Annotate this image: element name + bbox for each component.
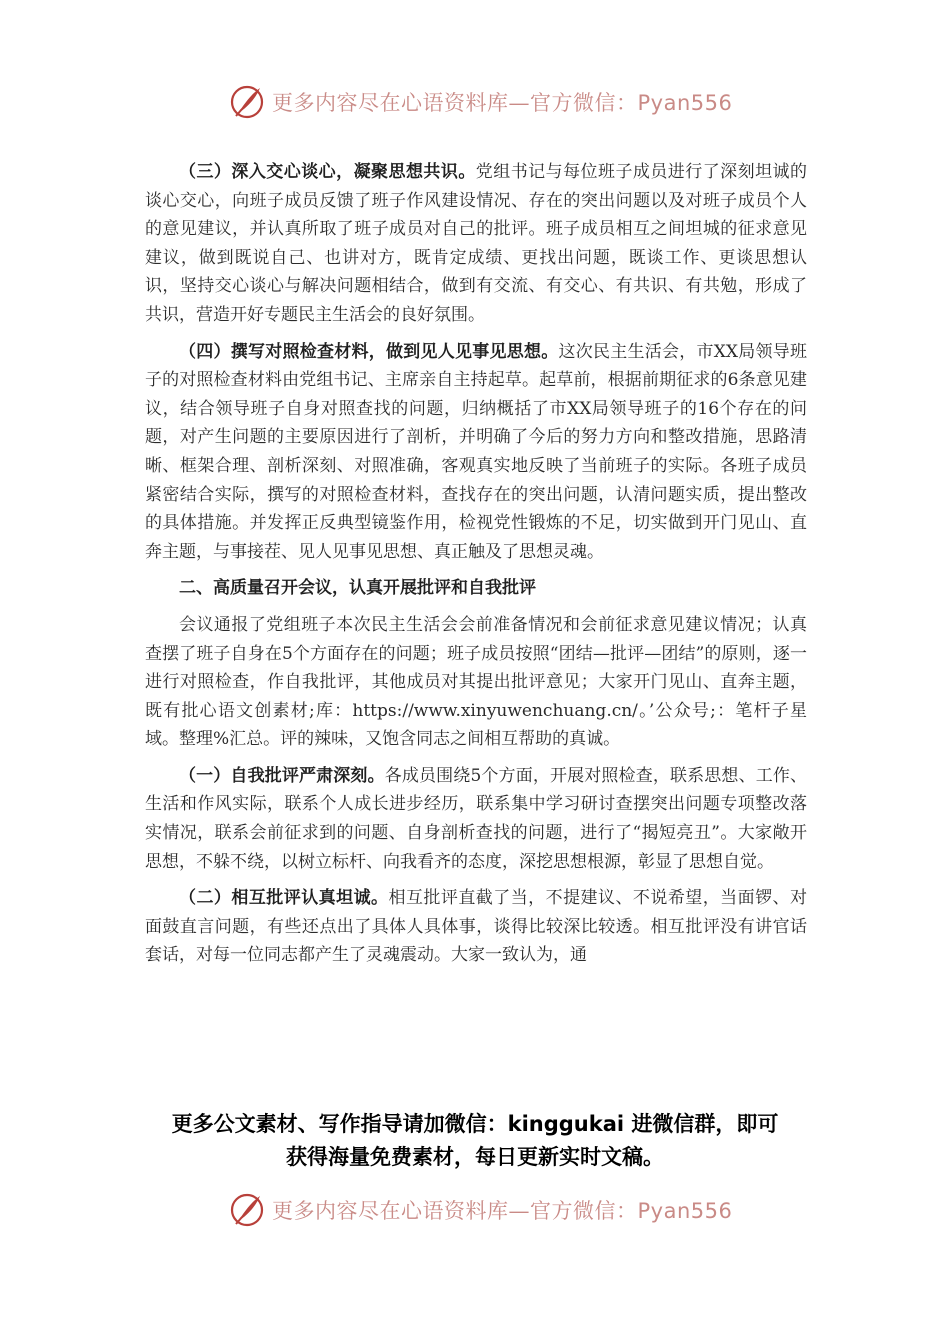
promo-line-1: 更多公文素材、写作指导请加微信：kinggukai 进微信群，即可 <box>171 1112 779 1136</box>
quill-logo-icon <box>228 83 266 121</box>
header-watermark <box>228 82 732 122</box>
section-3-paragraph <box>145 158 807 330</box>
section-4-paragraph <box>145 338 807 567</box>
mutual-criticism-title: （二）相互批评认真坦诚。 <box>179 888 389 909</box>
promo-line-2: 获得海量免费素材，每日更新实时文稿。 <box>286 1145 664 1169</box>
meeting-paragraph: 会议通报了党组班子本次民主生活会会前准备情况和会前征求意见建议情况；认真查摆了班子自身在5个方面存在的问题；班子成员按照“团结—批评—团结”的原则，逐一进行对照检查，作自我批评，其他成员对其提出批评意见；大家开门见山、直奔主题，既有批心语文创素材;库：https://www.xinyuwenchuang.cn/。’公众号;：笔杆子星域。整理%汇总。评的辣味，又饱含同志之间相互帮助的真诚。 <box>145 614 807 750</box>
promo-notice <box>100 1108 850 1174</box>
footer-watermark <box>228 1190 732 1230</box>
self-criticism-title: （一）自我批评严肃深刻。 <box>179 765 385 786</box>
section-3-body: 党组书记与每位班子成员进行了深刻坦诚的谈心交心，向班子成员反馈了班子作风建设情况、存在的突出问题以及对班子成员个人的意见建议，并认真所取了班子成员对自己的批评。班子成员相互之间坦城的征求意见建议，做到既说自己、也讲对方，既肯定成绩、更找出问题，既谈工作、更谈思想认识，坚持交心谈心与解决问题相结合，做到有交流、有交心、有共识、有共勉，形成了共识，营造开好专题民主生活会的良好氛围。 <box>145 162 808 325</box>
part-2-heading: 二、高质量召开会议，认真开展批评和自我批评 <box>179 578 536 599</box>
section-4-body: 这次民主生活会，市XX局领导班子的对照检查材料由党组书记、主席亲自主持起草。起草前，根据前期征求的6条意见建议，结合领导班子自身对照查找的问题，归纳概括了市XX局领导班子的16个存在的问题，对产生问题的主要原因进行了剖析，并明确了今后的努力方向和整改措施，思路清晰、框架合理、剖析深刻、对照准确，客观真实地反映了当前班子的实际。各班子成员紧密结合实际，撰写的对照检查材料，查找存在的突出问题，认清问题实质，提出整改的具体措施。并发挥正反典型镜鉴作用，检视党性锻炼的不足，切实做到开门见山、直奔主题，与事接茬、见人见事见思想、真正触及了思想灵魂。 <box>145 341 807 562</box>
document-body <box>145 158 807 978</box>
watermark-text: 更多内容尽在心语资料库—官方微信：Pyan556 <box>272 1199 733 1223</box>
watermark-text: 更多内容尽在心语资料库—官方微信：Pyan556 <box>272 91 733 115</box>
wechat-id: Pyan556 <box>637 1199 733 1223</box>
self-criticism-paragraph <box>145 762 807 876</box>
mutual-criticism-paragraph <box>145 884 807 970</box>
section-3-title: （三）深入交心谈心，凝聚思想共识。 <box>179 162 476 182</box>
quill-logo-icon <box>228 1191 266 1229</box>
mutual-criticism-body: 相互批评直截了当，不提建议、不说希望，当面锣、对面鼓直言问题，有些还点出了具体人具体事，谈得比较深比较透。相互批评没有讲官话套话，对每一位同志都产生了灵魂震动。大家一致认为，通 <box>145 888 808 966</box>
self-criticism-body: 各成员围绕5个方面，开展对照检查，联系思想、工作、生活和作风实际，联系个人成长进步经历，联系集中学习研讨查摆突出问题专项整改落实情况，联系会前征求到的问题、自身剖析查找的问题，进行了“揭短亮丑”。大家敞开思想，不躲不绕，以树立标杆、向我看齐的态度，深挖思想根源，彰显了思想自觉。 <box>145 765 807 872</box>
wechat-id: Pyan556 <box>637 91 733 115</box>
section-4-title: （四）撰写对照检查材料，做到见人见事见思想。 <box>179 341 559 362</box>
